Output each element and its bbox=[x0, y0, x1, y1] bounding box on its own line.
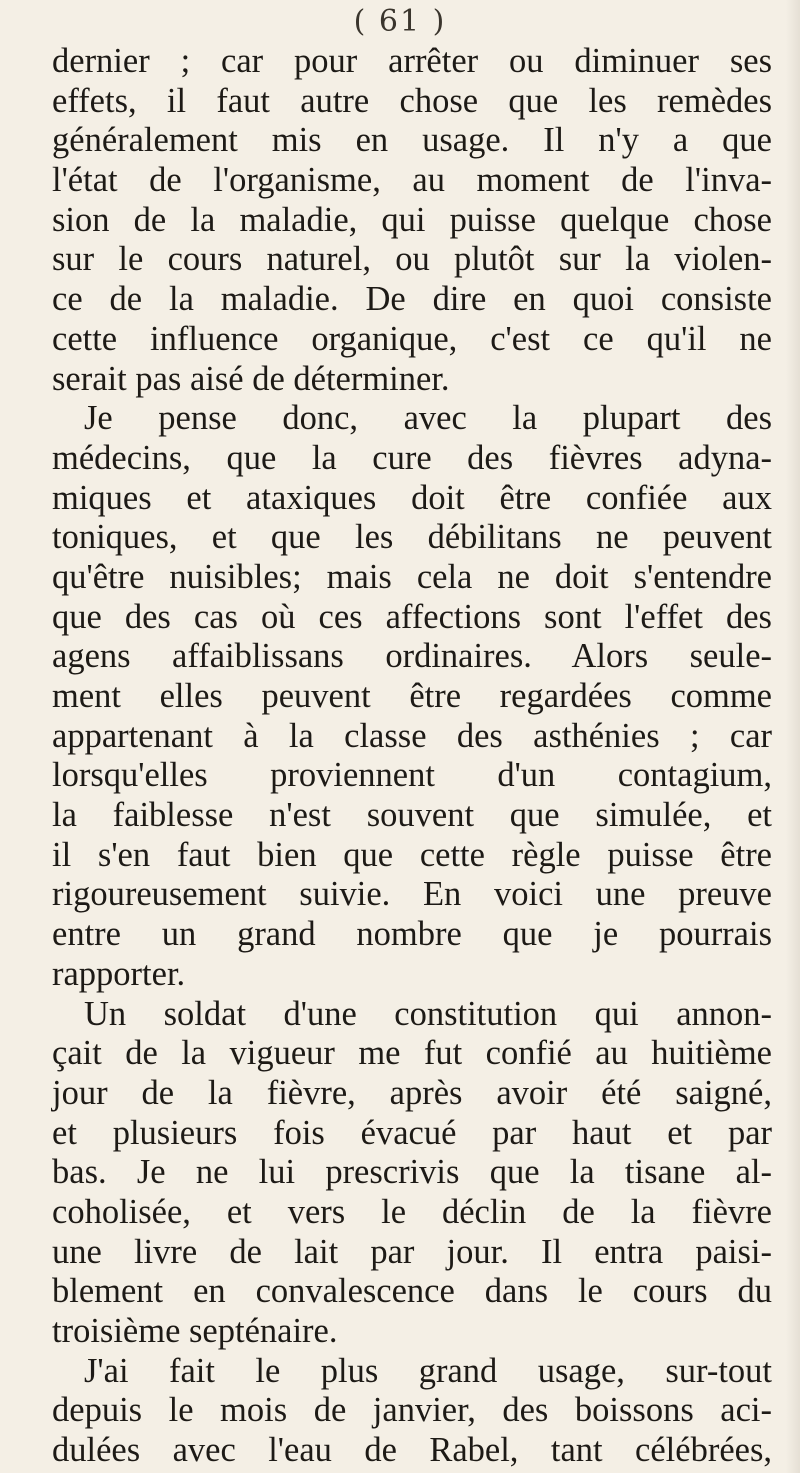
text-line: agens affaiblissans ordinaires. Alors seule- bbox=[52, 637, 772, 676]
text-line: qu'être nuisibles; mais cela ne doit s'entendre bbox=[52, 557, 772, 596]
page-edge-shadow bbox=[786, 0, 800, 1473]
text-line: rapporter. bbox=[52, 954, 186, 993]
text-line: la faiblesse n'est souvent que simulée, et bbox=[52, 796, 772, 835]
text-line: généralement mis en usage. Il n'y a que bbox=[52, 121, 772, 160]
text-line: médecins, que la cure des fièvres adyna- bbox=[52, 438, 772, 477]
text-line: dulées avec l'eau de Rabel, tant célébrées, bbox=[52, 1431, 772, 1470]
text-line: appartenant à la classe des asthénies ; car bbox=[52, 716, 772, 755]
text-line: rigoureusement suivie. En voici une preuve bbox=[52, 875, 772, 914]
text-line: toniques, et que les débilitans ne peuvent bbox=[52, 518, 772, 557]
text-line: dernier ; car pour arrêter ou diminuer ses bbox=[52, 42, 772, 80]
text-line: miques et ataxiques doit être confiée aux bbox=[52, 478, 772, 517]
text-line: ment elles peuvent être regardées comme bbox=[52, 677, 772, 715]
text-line: sion de la maladie, qui puisse quelque chose bbox=[52, 200, 772, 239]
text-line: il s'en faut bien que cette règle puisse être bbox=[52, 835, 772, 874]
text-line: sur le cours naturel, ou plutôt sur la violen- bbox=[52, 240, 772, 279]
text-line: que des cas où ces affections sont l'effet des bbox=[52, 597, 772, 636]
text-line: jour de la fièvre, après avoir été saigné, bbox=[52, 1073, 772, 1112]
text-line: serait pas aisé de déterminer. bbox=[52, 359, 450, 398]
text-line: çait de la vigueur me fut confié au huitième bbox=[52, 1034, 772, 1073]
text-line: J'ai fait le plus grand usage, sur-tout bbox=[84, 1351, 772, 1390]
text-line: troisième septénaire. bbox=[52, 1312, 338, 1350]
text-line: depuis le mois de janvier, des boissons aci- bbox=[52, 1391, 772, 1430]
text-line: l'état de l'organisme, au moment de l'inva- bbox=[52, 161, 772, 200]
page-number-header: ( 61 ) bbox=[353, 4, 447, 39]
text-line: ce de la maladie. De dire en quoi consiste bbox=[52, 280, 772, 319]
text-line: entre un grand nombre que je pourrais bbox=[52, 915, 772, 954]
text-line: lorsqu'elles proviennent d'un contagium, bbox=[52, 756, 772, 795]
text-line: coholisée, et vers le déclin de la fièvre bbox=[52, 1192, 772, 1231]
text-line: Je pense donc, avec la plupart des bbox=[84, 399, 772, 438]
text-line: et plusieurs fois évacué par haut et par bbox=[52, 1113, 772, 1152]
text-line: une livre de lait par jour. Il entra paisi- bbox=[52, 1232, 772, 1271]
text-line: blement en convalescence dans le cours du bbox=[52, 1272, 772, 1311]
text-line: effets, il faut autre chose que les remèdes bbox=[52, 81, 772, 120]
text-line: bas. Je ne lui prescrivis que la tisane al- bbox=[52, 1153, 772, 1192]
page-body-text bbox=[52, 42, 772, 1471]
text-line: cette influence organique, c'est ce qu'il ne bbox=[52, 319, 772, 358]
text-line: Un soldat d'une constitution qui annon- bbox=[84, 994, 772, 1033]
